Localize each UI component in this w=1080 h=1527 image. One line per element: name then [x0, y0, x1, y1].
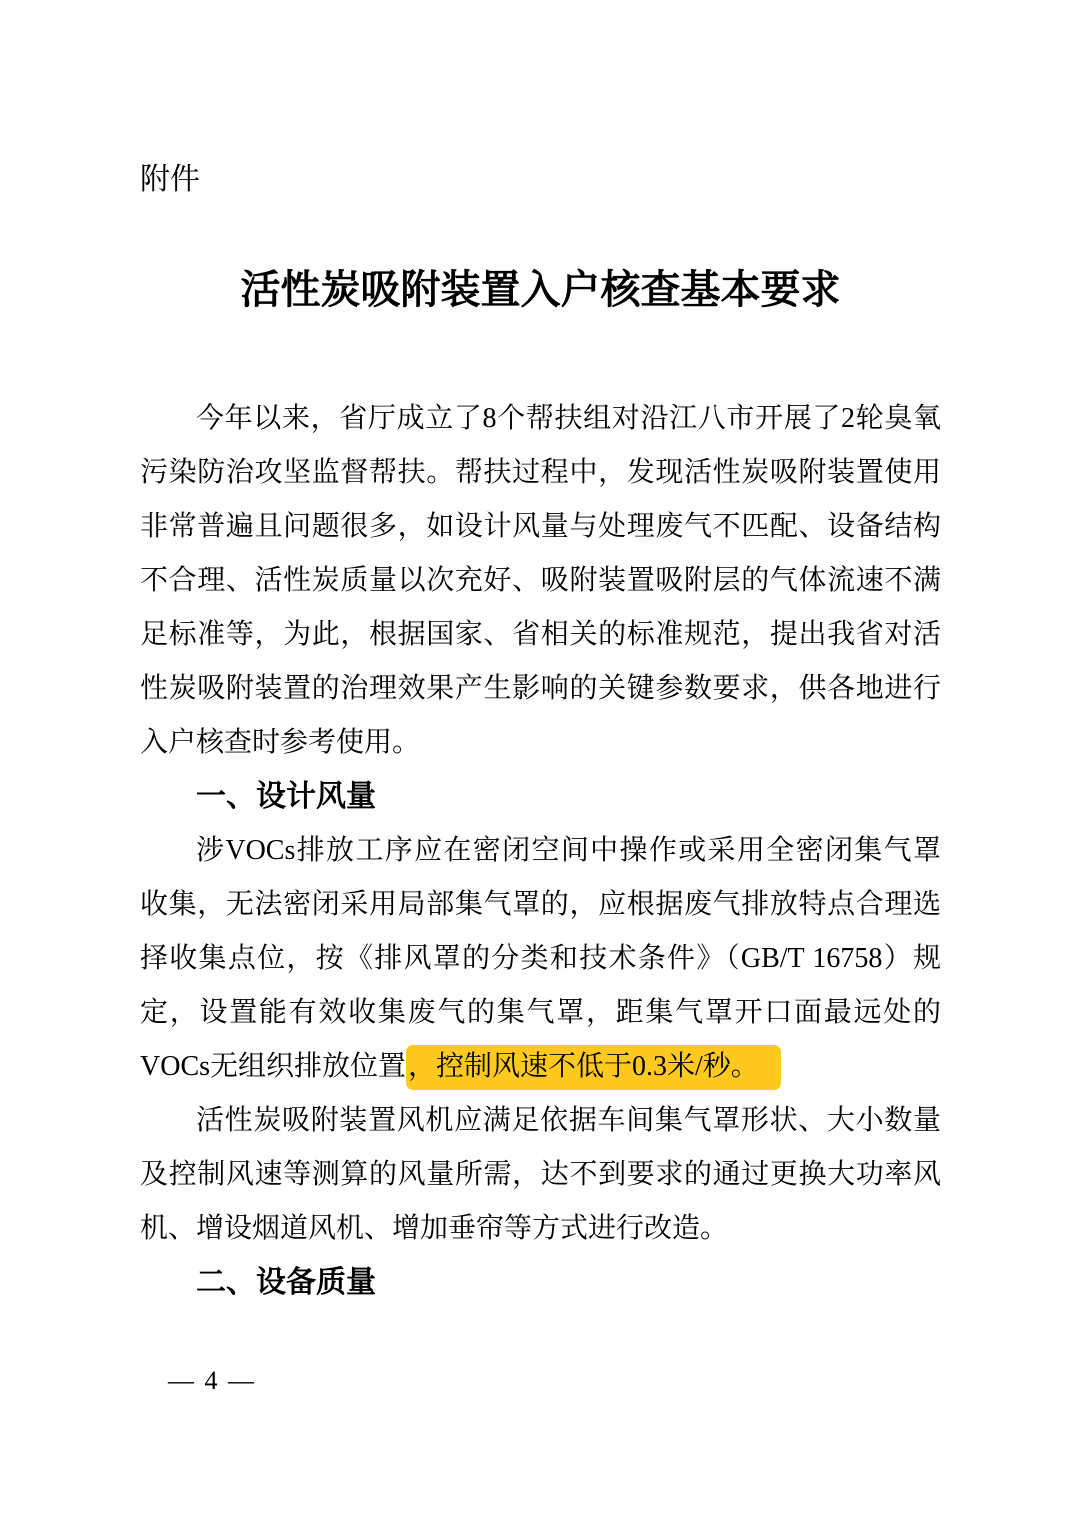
text-line [140, 1040, 941, 1094]
text-line: 性炭吸附装置的治理效果产生影响的关键参数要求，供各地进行 [140, 673, 941, 704]
section-1-paragraph-1 [140, 824, 941, 1094]
text-line: 非常普遍且问题很多，如设计风量与处理废气不匹配、设备结构 [140, 511, 941, 542]
text-line: 涉VOCs排放工序应在密闭空间中操作或采用全密闭集气罩 [196, 835, 941, 866]
text-line: 择收集点位，按《排风罩的分类和技术条件》（GB/T 16758）规 [140, 943, 941, 974]
text-line: 定，设置能有效收集废气的集气罩，距集气罩开口面最远处的 [140, 997, 941, 1028]
text-line: 入户核查时参考使用。 [140, 727, 421, 758]
text-line: 足标准等，为此，根据国家、省相关的标准规范，提出我省对活 [140, 619, 941, 650]
text-line: 机、增设烟道风机、增加垂帘等方式进行改造。 [140, 1213, 729, 1244]
attachment-label: 附件 [140, 163, 200, 196]
text-line: 不合理、活性炭质量以次充好、吸附装置吸附层的气体流速不满 [140, 565, 941, 596]
text-line: 污染防治攻坚监督帮扶。帮扶过程中，发现活性炭吸附装置使用 [140, 457, 941, 488]
section-2-heading: 二、设备质量 [196, 1266, 376, 1299]
page-number: — 4 — [168, 1366, 256, 1395]
highlighted-requirement: ，控制风速不低于0.3米/秒。 [406, 1045, 781, 1090]
document-title: 活性炭吸附装置入户核查基本要求 [240, 267, 841, 312]
section-1-paragraph-2 [140, 1094, 941, 1256]
text-segment: VOCs无组织排放位置 [140, 1051, 407, 1082]
text-line: 及控制风速等测算的风量所需，达不到要求的通过更换大功率风 [140, 1159, 941, 1190]
section-1-heading: 一、设计风量 [196, 780, 376, 813]
text-line: 今年以来，省厅成立了8个帮扶组对沿江八市开展了2轮臭氧 [196, 403, 941, 434]
text-line: 收集，无法密闭采用局部集气罩的，应根据废气排放特点合理选 [140, 889, 941, 920]
intro-paragraph [140, 392, 941, 770]
text-line: 活性炭吸附装置风机应满足依据车间集气罩形状、大小数量 [196, 1105, 941, 1136]
